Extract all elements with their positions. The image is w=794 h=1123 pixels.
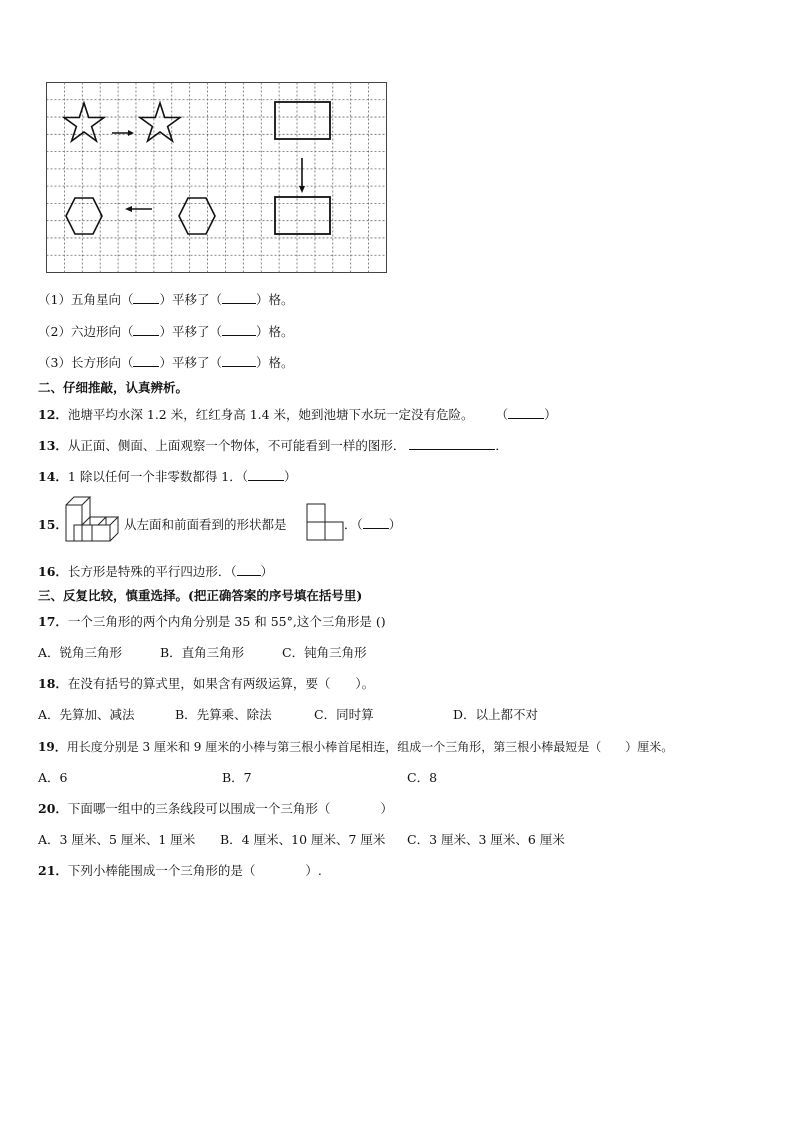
star-icon	[140, 103, 180, 141]
star-icon	[64, 103, 104, 141]
option-b[interactable]: B．先算乘、除法	[175, 707, 272, 722]
rectangle-icon	[275, 102, 330, 139]
answer-blank[interactable]	[133, 354, 159, 367]
question-14: 14．1 除以任何一个非零数都得 1．（ ）	[38, 469, 297, 484]
answer-blank[interactable]	[133, 291, 159, 304]
question-16: 16．长方形是特殊的平行四边形．（ ）	[38, 564, 274, 579]
question-21: 21．下列小棒能围成一个三角形的是（ ）.	[38, 863, 322, 878]
option-c[interactable]: C．钝角三角形	[282, 645, 367, 660]
sub-item-1: （1）五角星向（ ）平移了（ ）格。	[38, 292, 294, 307]
question-19: 19．用长度分别是 3 厘米和 9 厘米的小棒与第三根小棒首尾相连，组成一个三角形，第三根小棒最短是（ ）厘米。	[38, 740, 674, 754]
answer-blank[interactable]	[222, 291, 256, 304]
option-b[interactable]: B．7	[222, 770, 252, 785]
option-c[interactable]: C．3 厘米、3 厘米、6 厘米	[407, 832, 565, 847]
option-c[interactable]: C．8	[407, 770, 438, 785]
question-15-number: 15．	[38, 517, 68, 532]
question-15-text: 从左面和前面看到的形状都是	[124, 517, 287, 532]
question-17: 17．一个三角形的两个内角分别是 35 和 55°,这个三角形是 ()	[38, 614, 386, 629]
answer-blank[interactable]	[222, 354, 256, 367]
question-20: 20．下面哪一组中的三条线段可以围成一个三角形（ ）	[38, 801, 393, 816]
option-a[interactable]: A．先算加、减法	[38, 707, 135, 722]
option-b[interactable]: B．4 厘米、10 厘米、7 厘米	[220, 832, 386, 847]
question-12: 12．池塘平均水深 1.2 米，红红身高 1.4 米，她到池塘下水玩一定没有危险。 （ ）	[38, 407, 557, 422]
answer-blank[interactable]	[248, 468, 284, 481]
arrow-left-icon	[125, 206, 152, 212]
grid-border	[47, 83, 387, 273]
question-15-answer: ．（ ）	[344, 517, 402, 532]
arrow-right-icon	[112, 130, 134, 136]
answer-blank[interactable]	[237, 563, 261, 576]
view-shape-figure	[306, 503, 346, 543]
answer-blank[interactable]	[409, 437, 495, 450]
option-c[interactable]: C．同时算	[314, 707, 374, 722]
option-a[interactable]: A．锐角三角形	[38, 645, 123, 660]
arrow-down-icon	[299, 158, 305, 193]
answer-blank[interactable]	[363, 516, 389, 529]
translation-grid-figure	[46, 82, 388, 274]
answer-blank[interactable]	[508, 406, 544, 419]
section-2-title: 二、仔细推敲，认真辨析。	[38, 380, 189, 395]
option-a[interactable]: A．6	[38, 770, 68, 785]
sub-item-3: （3）长方形向（ ）平移了（ ）格。	[38, 355, 294, 370]
option-a[interactable]: A．3 厘米、5 厘米、1 厘米	[38, 832, 196, 847]
option-d[interactable]: D．以上都不对	[453, 707, 539, 722]
option-b[interactable]: B．直角三角形	[160, 645, 245, 660]
answer-blank[interactable]	[222, 323, 256, 336]
rectangle-icon	[275, 197, 330, 234]
question-13: 13．从正面、侧面、上面观察一个物体，不可能看到一样的图形． ．	[38, 438, 508, 453]
section-3-title: 三、反复比较，慎重选择。(把正确答案的序号填在括号里)	[38, 588, 363, 603]
question-18: 18．在没有括号的算式里，如果含有两级运算，要（ ）。	[38, 676, 375, 691]
answer-blank[interactable]	[133, 323, 159, 336]
cube-stack-figure	[64, 495, 124, 551]
grid-lines	[47, 83, 387, 273]
sub-item-2: （2）六边形向（ ）平移了（ ）格。	[38, 324, 294, 339]
